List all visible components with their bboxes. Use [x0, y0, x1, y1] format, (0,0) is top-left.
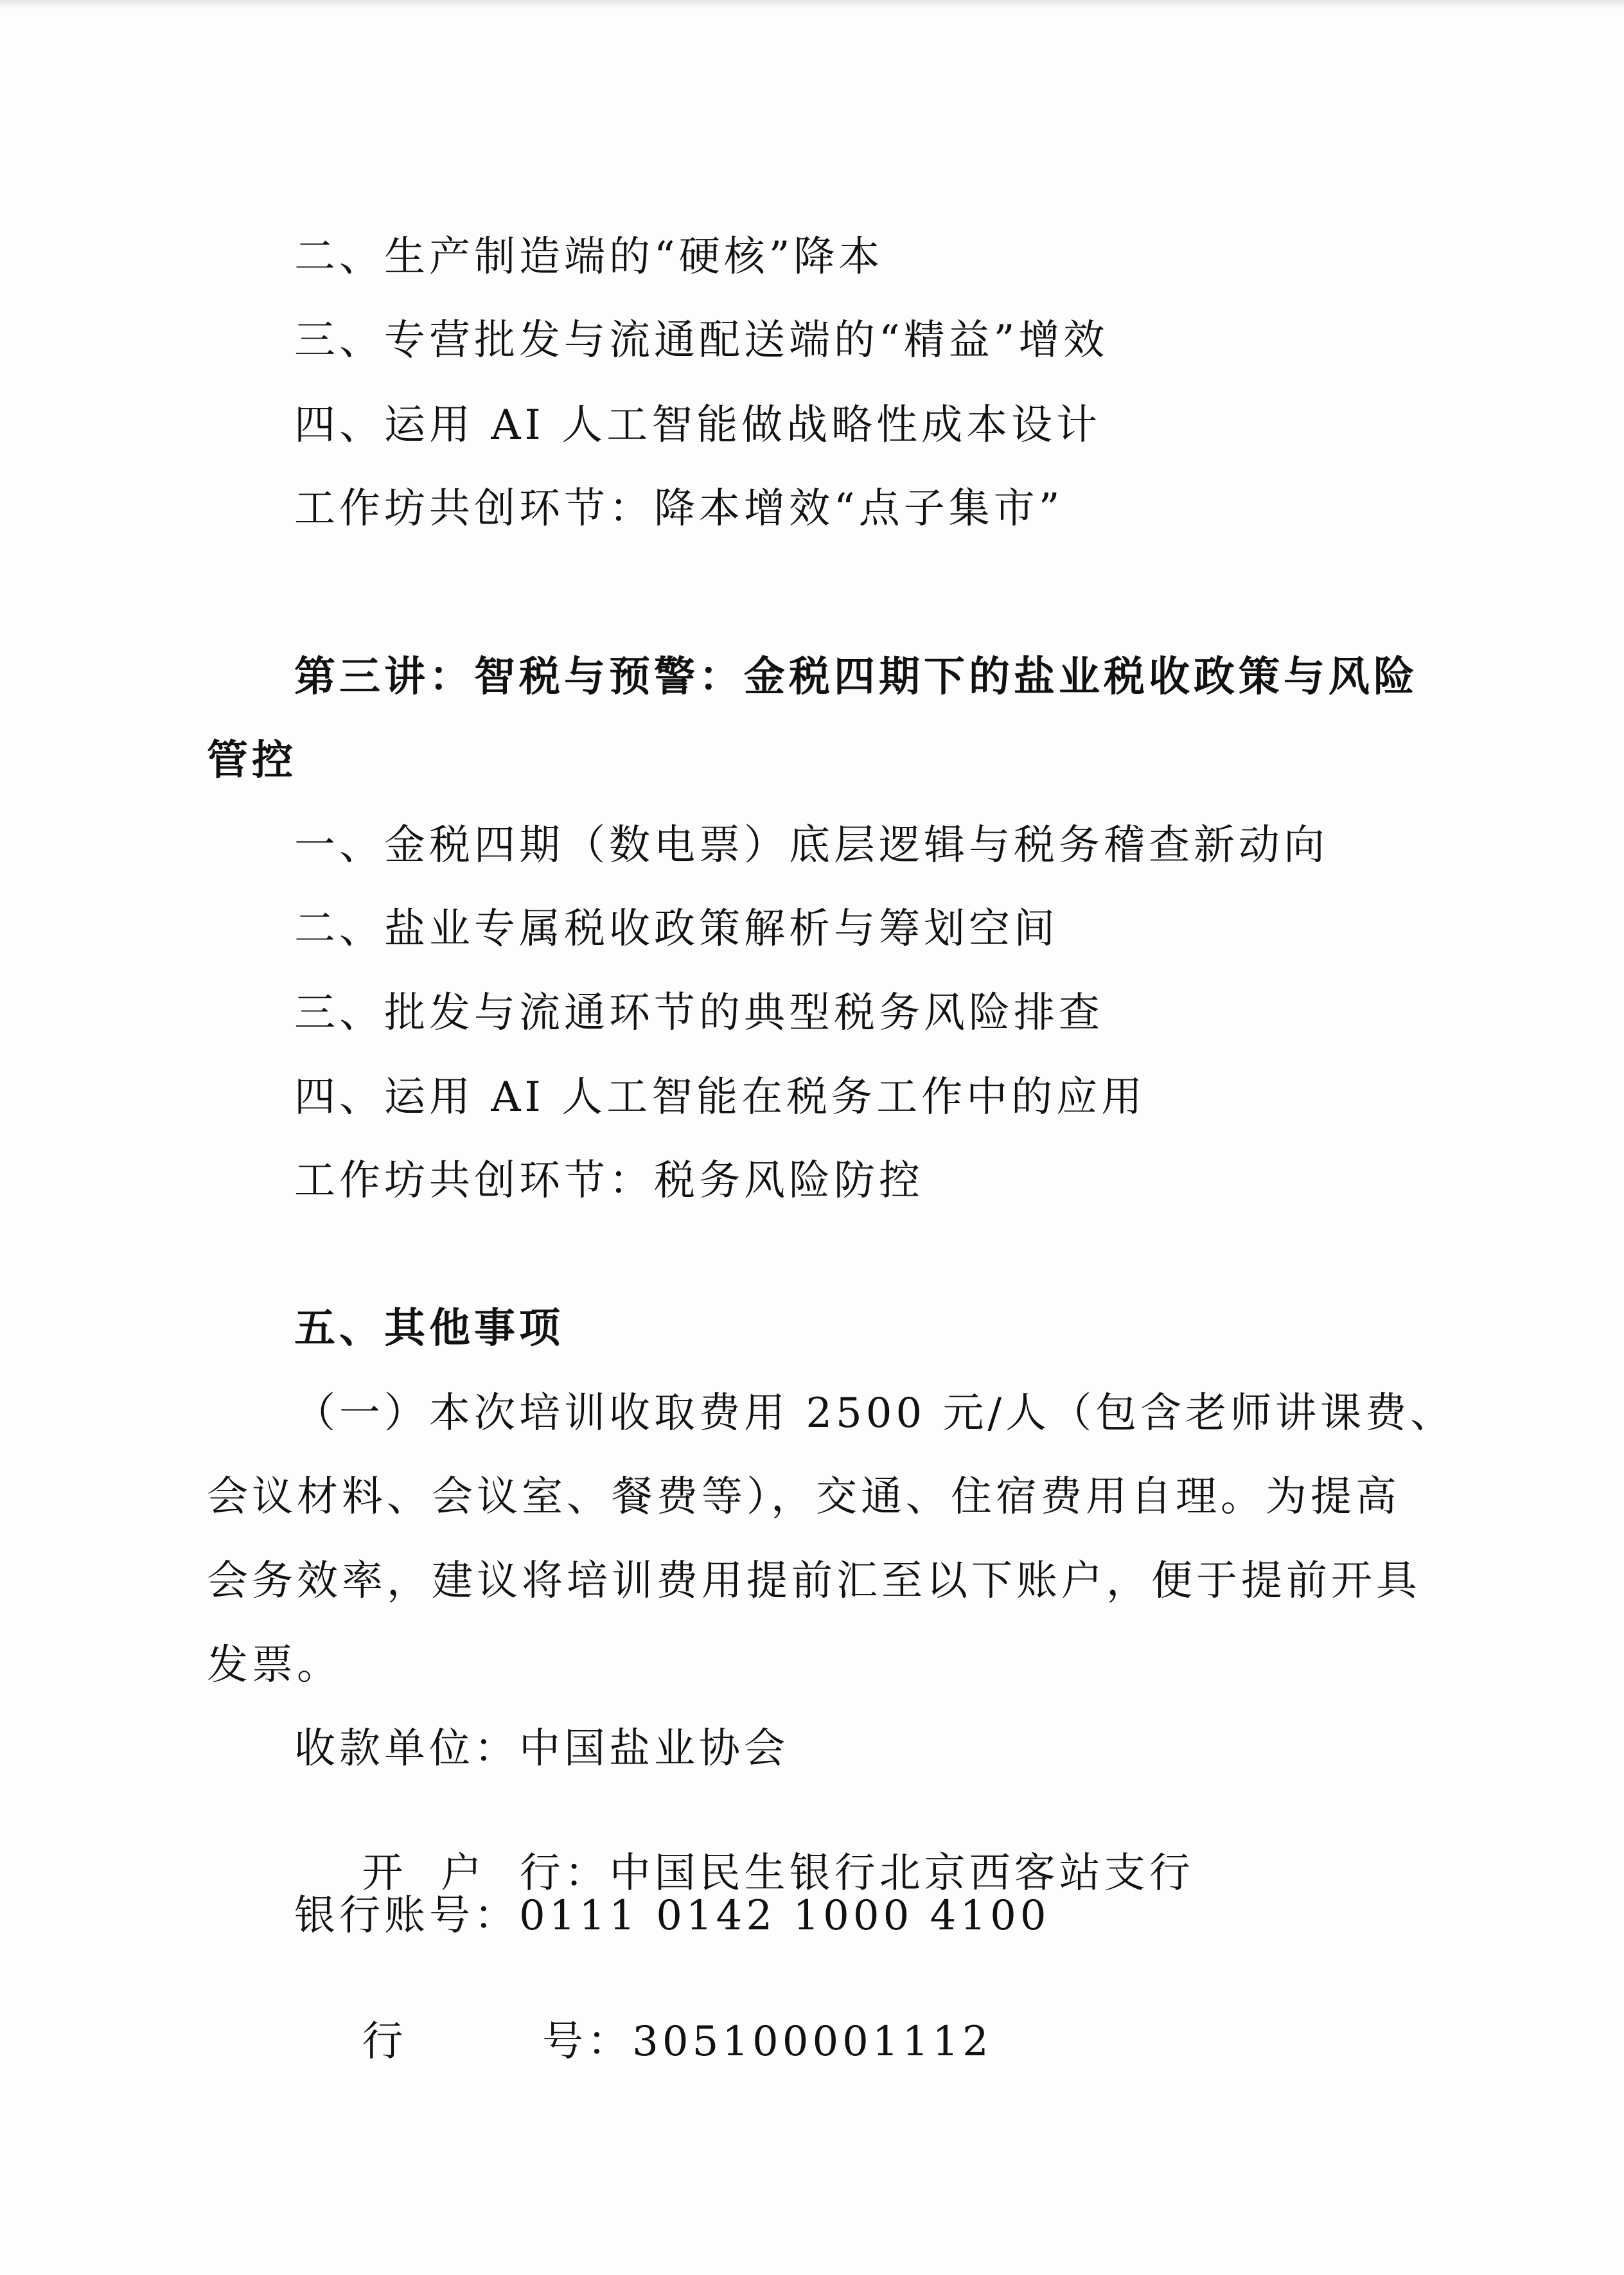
list-item: 三、批发与流通环节的典型税务风险排查 [294, 989, 1104, 1037]
list-item: 一、金税四期（数电票）底层逻辑与税务稽查新动向 [294, 822, 1328, 869]
list-item: 四、运用 AI 人工智能做战略性成本设计 [294, 402, 1102, 449]
scan-edge [0, 0, 1624, 9]
payee-row [294, 1725, 789, 1773]
lecture-title: 第三讲：智税与预警：金税四期下的盐业税收政策与风险 [294, 653, 1418, 701]
list-item: 四、运用 AI 人工智能在税务工作中的应用 [294, 1074, 1147, 1121]
section-heading: 五、其他事项 [294, 1305, 564, 1352]
account-label: 银行账号： [294, 1892, 519, 1940]
workshop-item: 工作坊共创环节：税务风险防控 [294, 1157, 924, 1205]
bank-number-label: 行 号： [362, 2018, 633, 2066]
lecture-title-continued: 管控 [207, 737, 297, 784]
paragraph-line: 会议材料、会议室、餐费等），交通、住宿费用自理。为提高 [207, 1473, 1400, 1521]
bank-label: 开 户 行： [362, 1850, 610, 1897]
bank-value: 中国民生银行北京西客站支行 [609, 1850, 1194, 1897]
workshop-item: 工作坊共创环节：降本增效“点子集市” [294, 485, 1064, 533]
list-item: 二、生产制造端的“硬核”降本 [294, 233, 884, 281]
list-item: 二、盐业专属税收政策解析与筹划空间 [294, 905, 1059, 953]
list-item: 三、专营批发与流通配送端的“精益”增效 [294, 317, 1109, 364]
bank-number-row [294, 1980, 993, 2103]
paragraph-line: 会务效率，建议将培训费用提前汇至以下账户，便于提前开具 [207, 1557, 1421, 1605]
paragraph-line: 发票。 [207, 1642, 342, 1689]
payee-label: 收款单位： [294, 1725, 519, 1773]
payee-value: 中国盐业协会 [519, 1725, 789, 1773]
account-row [294, 1892, 1050, 1940]
bank-number-value: 305100001112 [632, 2018, 993, 2066]
paragraph-line: （一）本次培训收取费用 2500 元/人（包含老师讲课费、 [294, 1390, 1456, 1437]
account-value: 0111 0142 1000 4100 [519, 1892, 1050, 1940]
